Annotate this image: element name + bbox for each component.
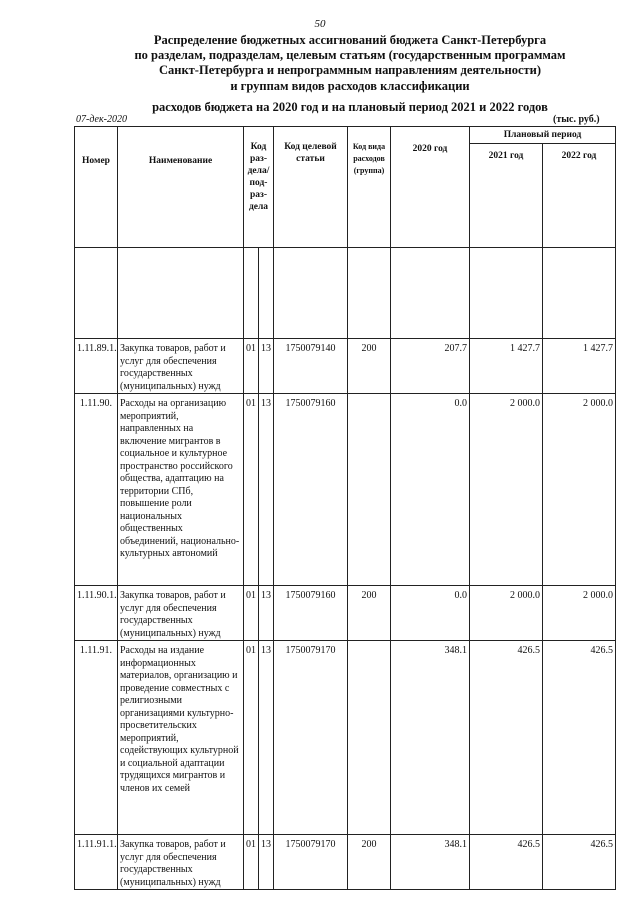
- row-2020: 0.0: [391, 394, 470, 586]
- row-target: 1750079160: [274, 586, 348, 641]
- row-razdel: 01: [244, 835, 259, 890]
- row-kind: [348, 394, 391, 586]
- row-number: 1.11.91.1.: [75, 835, 118, 890]
- header-target: Код целевой статьи: [274, 127, 348, 248]
- row-number: 1.11.89.1.: [75, 339, 118, 394]
- budget-table: [74, 126, 616, 890]
- row-kind: 200: [348, 835, 391, 890]
- row-2020: 348.1: [391, 641, 470, 835]
- row-razdel: 01: [244, 641, 259, 835]
- row-target: 1750079170: [274, 835, 348, 890]
- row-podrazdel: 13: [259, 586, 274, 641]
- row-podrazdel: 13: [259, 394, 274, 586]
- header-2021: 2021 год: [470, 144, 543, 248]
- row-2022: 426.5: [543, 641, 616, 835]
- row-razdel: 01: [244, 394, 259, 586]
- title-line: расходов бюджета на 2020 год и на плановый период 2021 и 2022 годов: [152, 99, 548, 114]
- title-line: Распределение бюджетных ассигнований бюджета Санкт-Петербурга: [153, 33, 547, 47]
- row-2021: 2 000.0: [470, 586, 543, 641]
- table-row: [75, 641, 616, 835]
- header-2020: 2020 год: [391, 127, 470, 248]
- row-name: Закупка товаров, работ и услуг для обеспечения государственных (муниципальных) нужд: [118, 586, 244, 641]
- row-name: Закупка товаров, работ и услуг для обеспечения государственных (муниципальных) нужд: [118, 835, 244, 890]
- header-2022: 2022 год: [543, 144, 616, 248]
- header-number: Номер: [75, 127, 118, 248]
- table-row: [75, 394, 616, 586]
- row-2022: 426.5: [543, 835, 616, 890]
- row-kind: [348, 641, 391, 835]
- row-name: Расходы на организацию мероприятий, направленных на включение мигрантов в социальное и культурное пространство российского общества, адаптацию на территории СПб, повышение роли национальных общественных объединений, национально-культурных автономий: [118, 394, 244, 586]
- row-podrazdel: 13: [259, 339, 274, 394]
- row-kind: 200: [348, 586, 391, 641]
- row-2021: 426.5: [470, 641, 543, 835]
- table-row: [75, 835, 616, 890]
- row-2021: 1 427.7: [470, 339, 543, 394]
- row-razdel: 01: [244, 339, 259, 394]
- row-name: Закупка товаров, работ и услуг для обеспечения государственных (муниципальных) нужд: [118, 339, 244, 394]
- document-title: [60, 33, 640, 115]
- units-label: (тыс. руб.): [553, 114, 600, 125]
- title-line: Санкт-Петербурга и непрограммным направлениям деятельности): [158, 63, 541, 78]
- row-2020: 0.0: [391, 586, 470, 641]
- header-section: Код раз-дела/ под-раз-дела: [244, 127, 274, 248]
- row-target: 1750079140: [274, 339, 348, 394]
- title-line: и группам видов расходов классификации: [230, 78, 470, 93]
- row-podrazdel: 13: [259, 835, 274, 890]
- row-2020: 348.1: [391, 835, 470, 890]
- row-razdel: 01: [244, 586, 259, 641]
- row-target: 1750079160: [274, 394, 348, 586]
- row-2021: 426.5: [470, 835, 543, 890]
- row-2022: 2 000.0: [543, 586, 616, 641]
- row-number: 1.11.90.: [75, 394, 118, 586]
- page-number: 50: [314, 18, 326, 30]
- header-plan: Плановый период: [470, 127, 616, 144]
- title-line: по разделам, подразделам, целевым статьям (государственным программам: [134, 48, 566, 63]
- header-kind: Код вида расходов (группа): [348, 127, 391, 248]
- row-2020: 207.7: [391, 339, 470, 394]
- header-name: Наименование: [118, 127, 244, 248]
- table-row: [75, 339, 616, 394]
- row-number: 1.11.90.1.: [75, 586, 118, 641]
- row-2022: 2 000.0: [543, 394, 616, 586]
- table-row: [75, 586, 616, 641]
- document-date: 07-дек-2020: [76, 114, 127, 125]
- row-kind: 200: [348, 339, 391, 394]
- row-name: Расходы на издание информационных материалов, организацию и проведение совместных с религиозными организациями культурно-просветительских мероприятий, содействующих культурной и социальной адаптации трудящихся мигрантов и членов их семей: [118, 641, 244, 835]
- row-podrazdel: 13: [259, 641, 274, 835]
- row-number: 1.11.91.: [75, 641, 118, 835]
- row-target: 1750079170: [274, 641, 348, 835]
- row-2021: 2 000.0: [470, 394, 543, 586]
- row-2022: 1 427.7: [543, 339, 616, 394]
